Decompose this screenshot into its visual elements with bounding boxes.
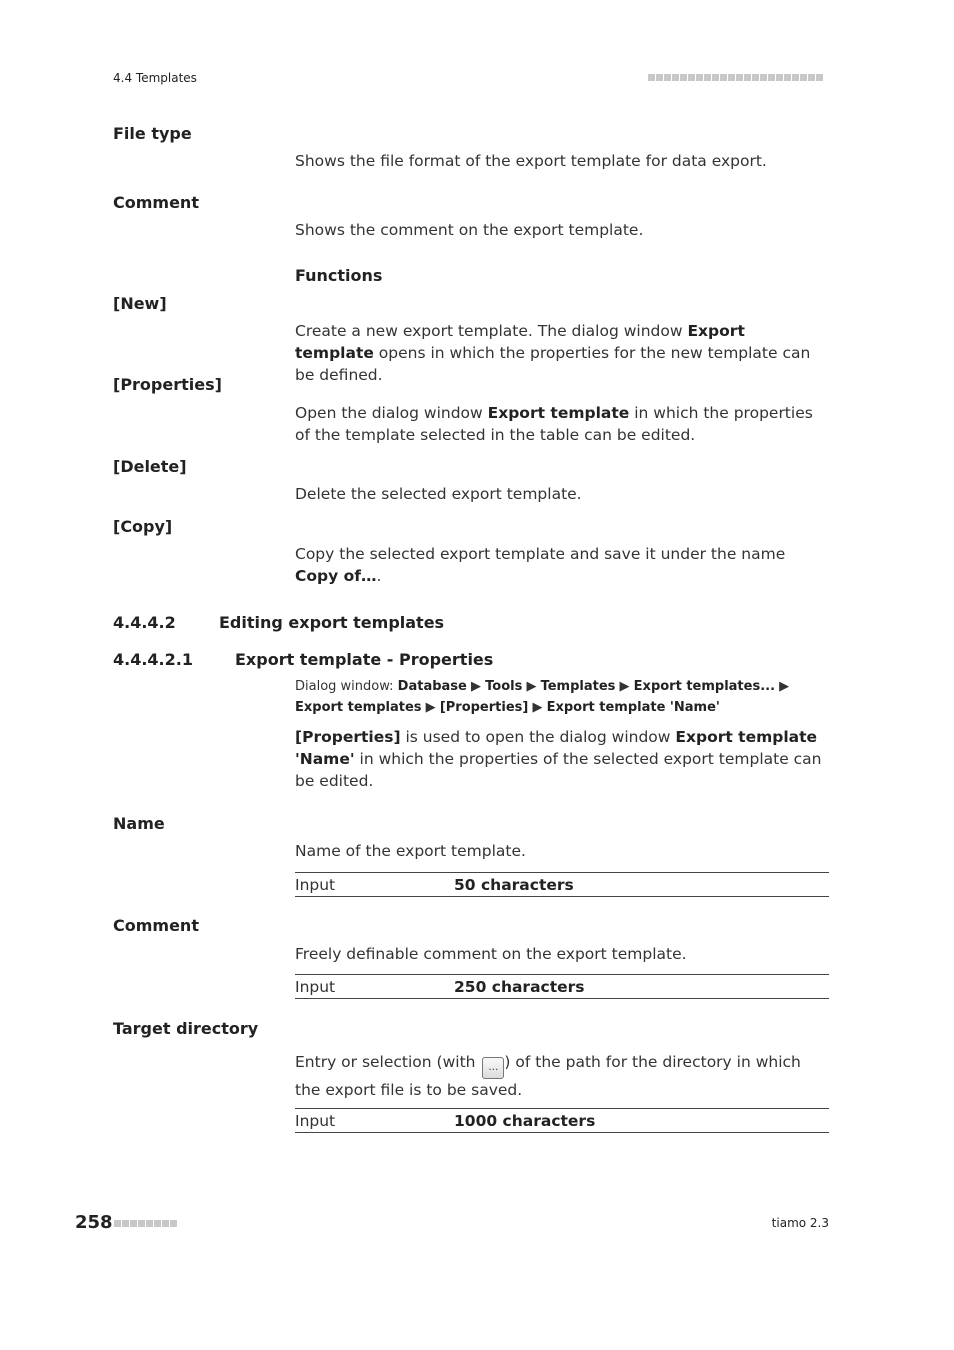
desc-target-directory: Entry or selection (with … ) of the path for the directory in which the export file is to be saved. (295, 1053, 801, 1099)
desc-file-type: Shows the file format of the export template for data export. (295, 152, 767, 170)
input-value: 50 characters (454, 875, 574, 894)
term-properties: [Properties] (113, 375, 222, 394)
intro-paragraph: [Properties] is used to open the dialog window Export template 'Name' in which the properties of the selected export template can be edited. (295, 728, 822, 790)
input-spec-target-directory (295, 1108, 829, 1133)
desc-properties: Open the dialog window Export template in which the properties of the template selected in the table can be edited. (295, 404, 813, 444)
input-label: Input (295, 875, 336, 894)
term-copy: [Copy] (113, 517, 173, 536)
term-comment: Comment (113, 193, 199, 212)
term-comment-param: Comment (113, 916, 199, 935)
desc-new: Create a new export template. The dialog window Export template opens in which the properties for the new template can be defined. (295, 322, 811, 384)
input-spec-comment (295, 974, 829, 999)
term-delete: [Delete] (113, 457, 187, 476)
desc-comment: Shows the comment on the export template. (295, 221, 644, 239)
dialog-path: Dialog window: Database ▶ Tools ▶ Templates ▶ Export templates... ▶ Export templates ▶ [Properties] ▶ Export template 'Name' (295, 679, 790, 715)
product-name: tiamo 2.3 (771, 1216, 829, 1230)
input-spec-name (295, 872, 829, 897)
term-new: [New] (113, 294, 167, 313)
term-target-directory: Target directory (113, 1019, 259, 1038)
input-value: 250 characters (454, 977, 585, 996)
section-heading-4-4-4-2-1: 4.4.4.2.1 Export template - Properties (113, 650, 494, 669)
desc-name: Name of the export template. (295, 842, 526, 860)
functions-heading: Functions (295, 266, 383, 285)
desc-copy: Copy the selected export template and save it under the name Copy of…. (295, 545, 786, 585)
header-decoration (648, 74, 829, 82)
term-file-type: File type (113, 124, 192, 143)
input-label: Input (295, 1111, 336, 1130)
desc-comment-param: Freely definable comment on the export template. (295, 945, 687, 963)
section-heading-4-4-4-2: 4.4.4.2 Editing export templates (113, 613, 445, 632)
footer-decoration (114, 1220, 177, 1227)
input-label: Input (295, 977, 336, 996)
term-name: Name (113, 814, 165, 833)
page-number: 258 (75, 1212, 113, 1233)
input-value: 1000 characters (454, 1111, 596, 1130)
desc-delete: Delete the selected export template. (295, 485, 582, 503)
running-header: 4.4 Templates (113, 71, 197, 85)
browse-button-icon: … (482, 1057, 504, 1079)
